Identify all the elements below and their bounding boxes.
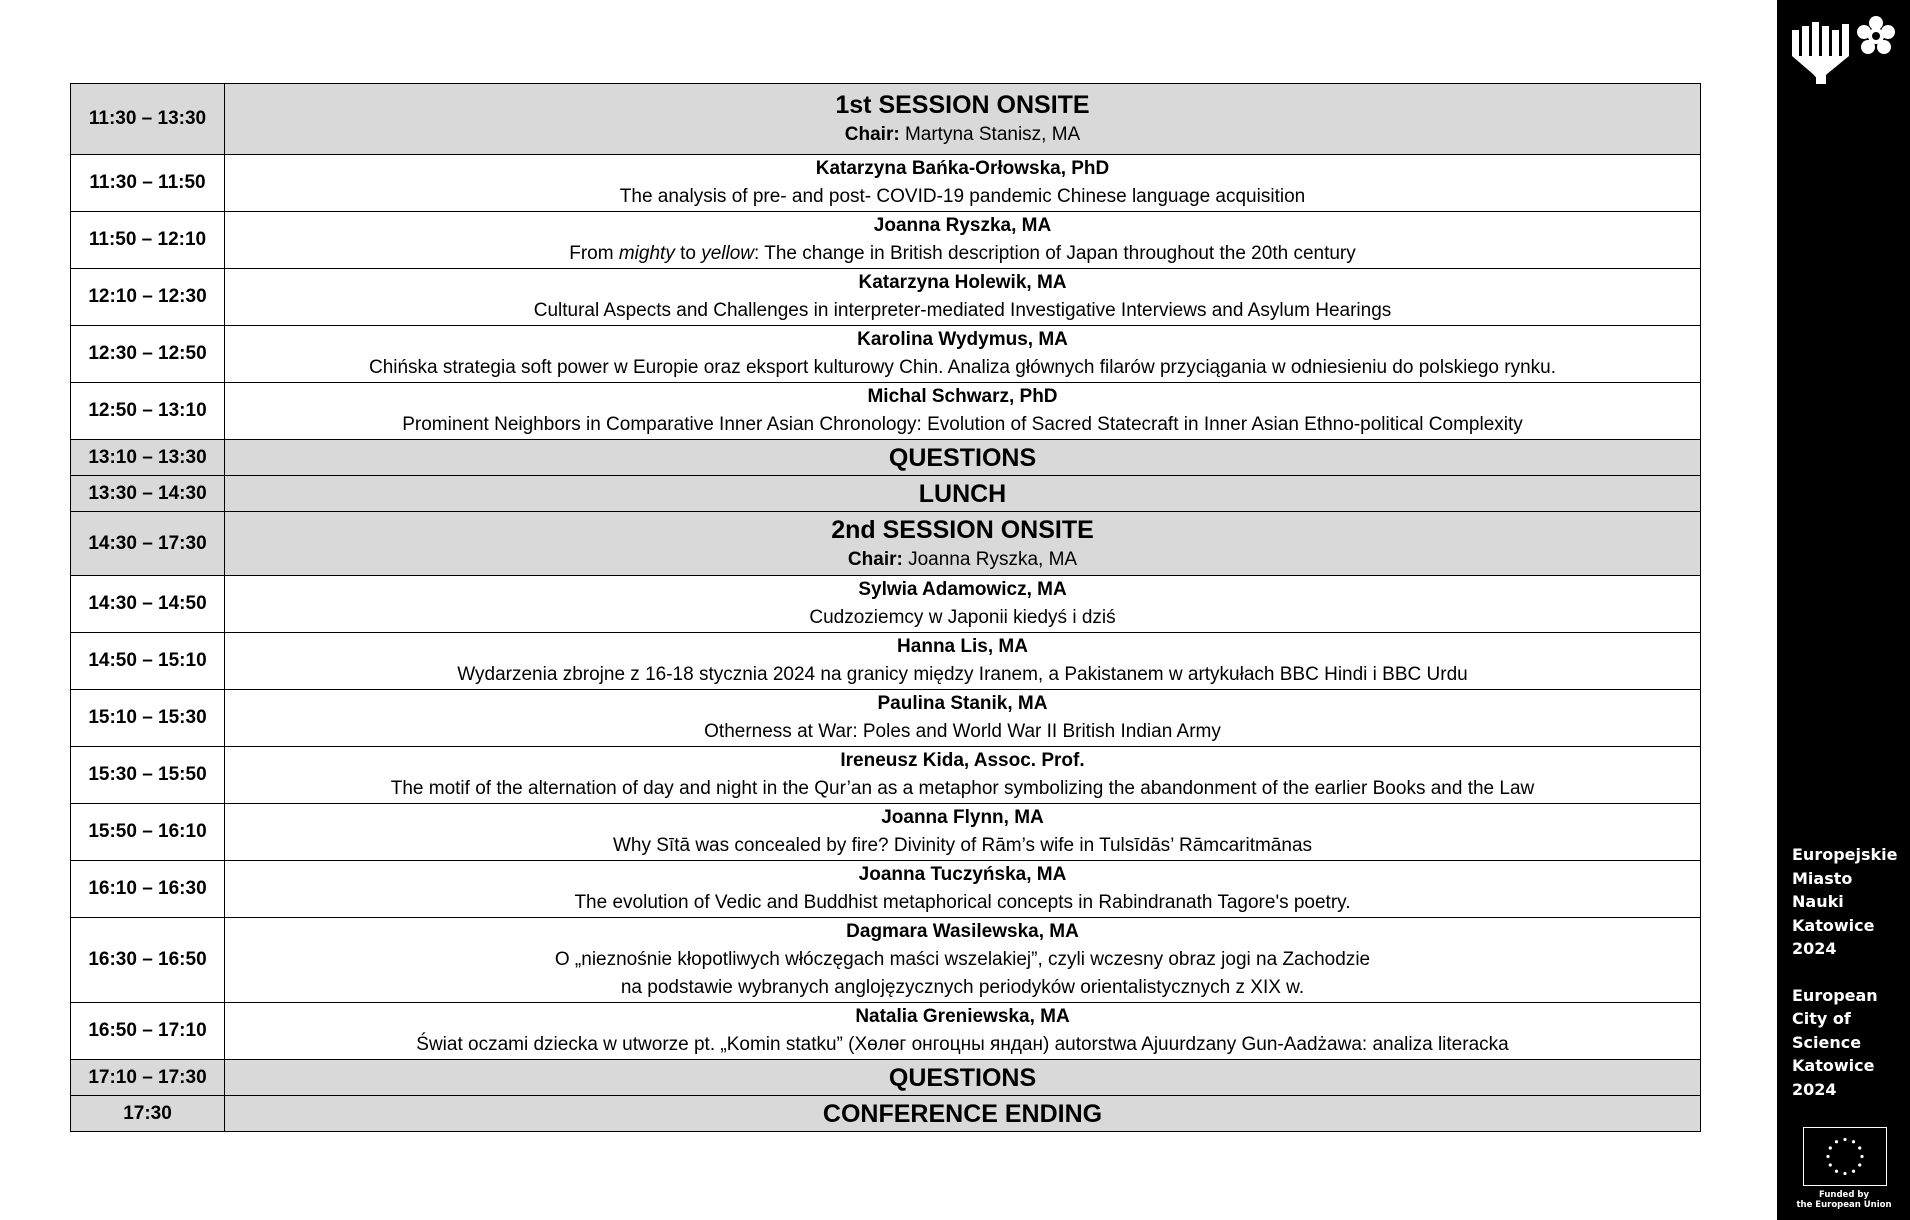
session-header — [225, 512, 1701, 576]
katowice-heart-logo-icon — [1789, 10, 1904, 90]
talk-title: Wydarzenia zbrojne z 16-18 stycznia 2024 na granicy między Iranem, a Pakistanem w artykułach BBC Hindi i BBC Urdu — [457, 664, 1468, 685]
talk-title-mid: to — [674, 243, 702, 264]
talk-cell — [225, 861, 1701, 918]
session-chair — [225, 121, 1700, 149]
session-header — [225, 84, 1701, 155]
eu-star-icon — [1852, 1170, 1855, 1173]
chair-name: Martyna Stanisz, MA — [904, 124, 1081, 145]
table-row — [71, 383, 1701, 440]
table-row — [71, 633, 1701, 690]
table-row — [71, 576, 1701, 633]
session-chair — [225, 546, 1700, 574]
talk-speaker: Paulina Stanik, MA — [877, 693, 1048, 714]
talk-time: 11:30 – 11:50 — [71, 155, 225, 212]
talk-time: 12:30 – 12:50 — [71, 326, 225, 383]
talk-speaker: Michal Schwarz, PhD — [867, 386, 1058, 407]
break-cell — [225, 1096, 1701, 1132]
talk-title: The motif of the alternation of day and night in the Qur’an as a metaphor symbolizing the abandonment of the earlier Books and the Law — [390, 778, 1535, 799]
city-name-pl: Europejskie Miasto Nauki Katowice 2024 — [1792, 845, 1898, 958]
talk-cell — [225, 747, 1701, 804]
session-time: 14:30 – 17:30 — [71, 512, 225, 576]
talk-speaker: Karolina Wydymus, MA — [857, 329, 1068, 350]
schedule-table — [70, 83, 1701, 1132]
talk-title: Prominent Neighbors in Comparative Inner Asian Chronology: Evolution of Sacred Statecraft in Inner Asian Ethno-political Complexity — [402, 414, 1523, 435]
talk-speaker: Dagmara Wasilewska, MA — [846, 921, 1079, 942]
eu-star-icon — [1858, 1163, 1861, 1166]
talk-title: Cudzoziemcy w Japonii kiedyś i dziś — [809, 607, 1116, 628]
table-row — [71, 326, 1701, 383]
session-time: 11:30 – 13:30 — [71, 84, 225, 155]
talk-time: 16:30 – 16:50 — [71, 918, 225, 1003]
city-of-science-text — [1792, 843, 1898, 1101]
table-row — [71, 747, 1701, 804]
talk-time: 11:50 – 12:10 — [71, 212, 225, 269]
table-row — [71, 155, 1701, 212]
talk-title-line1: O „nieznośnie kłopotliwych włóczęgach maści wszelakiej”, czyli wczesny obraz jogi na Zachodzie — [554, 949, 1371, 970]
talk-time: 16:50 – 17:10 — [71, 1003, 225, 1060]
talk-title: The analysis of pre- and post- COVID-19 pandemic Chinese language acquisition — [619, 186, 1306, 207]
session-header-row — [71, 512, 1701, 576]
talk-title: Chińska strategia soft power w Europie oraz eksport kulturowy Chin. Analiza głównych filarów przyciągania w odniesieniu do polskiego rynku. — [368, 357, 1557, 378]
eu-star-icon — [1835, 1140, 1838, 1143]
break-label: CONFERENCE ENDING — [822, 1099, 1103, 1128]
questions-row — [71, 440, 1701, 476]
table-row — [71, 861, 1701, 918]
talk-time: 15:30 – 15:50 — [71, 747, 225, 804]
talk-title: The evolution of Vedic and Buddhist metaphorical concepts in Rabindranath Tagore's poetry. — [574, 892, 1351, 913]
lunch-row — [71, 476, 1701, 512]
eu-star-icon — [1852, 1140, 1855, 1143]
break-time: 13:30 – 14:30 — [71, 476, 225, 512]
talk-time: 14:50 – 15:10 — [71, 633, 225, 690]
break-time: 17:10 – 17:30 — [71, 1060, 225, 1096]
talk-cell — [225, 155, 1701, 212]
talk-title-pre: From — [569, 243, 619, 264]
eu-star-icon — [1860, 1155, 1863, 1158]
talk-speaker: Hanna Lis, MA — [897, 636, 1028, 657]
eu-star-icon — [1843, 1172, 1846, 1175]
talk-title: Świat oczami dziecka w utworze pt. „Komin statku” (Хөлөг онгоцны яндан) autorstwa Ajuurdzany Gun-Aadżawa: analiza literacka — [416, 1034, 1509, 1055]
eu-star-icon — [1835, 1170, 1838, 1173]
talk-title-em2: yellow — [701, 243, 755, 264]
talk-cell — [225, 269, 1701, 326]
break-label: QUESTIONS — [888, 1063, 1037, 1092]
break-label: LUNCH — [918, 479, 1007, 508]
city-name-en: European City of Science Katowice 2024 — [1792, 985, 1878, 1099]
table-row — [71, 212, 1701, 269]
logo-graphic — [1789, 10, 1904, 90]
talk-speaker: Ireneusz Kida, Assoc. Prof. — [840, 750, 1085, 771]
session-title: 1st SESSION ONSITE — [835, 91, 1090, 119]
talk-speaker: Katarzyna Bańka-Orłowska, PhD — [815, 158, 1110, 179]
break-label: QUESTIONS — [888, 443, 1037, 472]
table-row — [71, 804, 1701, 861]
chair-label: Chair: — [847, 548, 903, 570]
talk-title: Cultural Aspects and Challenges in interpreter-mediated Investigative Interviews and Asylum Hearings — [533, 300, 1392, 321]
session-title: 2nd SESSION ONSITE — [831, 515, 1094, 544]
table-row — [71, 269, 1701, 326]
sidebar — [1777, 0, 1910, 1220]
eu-star-icon — [1829, 1163, 1832, 1166]
eu-star-icon — [1826, 1155, 1829, 1158]
talk-time: 15:10 – 15:30 — [71, 690, 225, 747]
eu-star-icon — [1829, 1146, 1832, 1149]
eu-flag-graphic — [1804, 1128, 1886, 1185]
talk-speaker: Joanna Ryszka, MA — [873, 215, 1052, 236]
talk-cell — [225, 383, 1701, 440]
talk-cell — [225, 804, 1701, 861]
talk-speaker: Joanna Tuczyńska, MA — [858, 864, 1067, 885]
talk-speaker: Katarzyna Holewik, MA — [858, 272, 1067, 293]
session-header-row — [71, 84, 1701, 155]
chair-label: Chair: — [844, 124, 900, 145]
ending-row — [71, 1096, 1701, 1132]
talk-speaker: Natalia Greniewska, MA — [855, 1006, 1070, 1027]
talk-title-em1: mighty — [618, 243, 675, 264]
talk-title-line2: na podstawie wybranych anglojęzycznych periodyków orientalistycznych z XIX w. — [620, 977, 1305, 998]
chair-name: Joanna Ryszka, MA — [908, 548, 1078, 570]
talk-cell — [225, 690, 1701, 747]
questions-row — [71, 1060, 1701, 1096]
table-row — [71, 918, 1701, 1003]
break-cell — [225, 440, 1701, 476]
talk-cell — [225, 1003, 1701, 1060]
eu-star-icon — [1843, 1138, 1846, 1141]
eu-flag-icon — [1803, 1127, 1887, 1186]
table-row — [71, 690, 1701, 747]
break-time: 13:10 – 13:30 — [71, 440, 225, 476]
talk-cell — [225, 633, 1701, 690]
talk-title — [225, 240, 1700, 268]
talk-time: 12:10 – 12:30 — [71, 269, 225, 326]
talk-time: 15:50 – 16:10 — [71, 804, 225, 861]
eu-funding-caption: Funded by the European Union — [1796, 1190, 1892, 1210]
talk-speaker: Joanna Flynn, MA — [881, 807, 1044, 828]
break-time: 17:30 — [71, 1096, 225, 1132]
talk-cell — [225, 576, 1701, 633]
talk-cell — [225, 918, 1701, 1003]
talk-cell — [225, 212, 1701, 269]
talk-title: Why Sītā was concealed by fire? Divinity of Rām’s wife in Tulsīdās’ Rāmcaritmānas — [612, 835, 1313, 856]
talk-time: 12:50 – 13:10 — [71, 383, 225, 440]
break-cell — [225, 1060, 1701, 1096]
talk-cell — [225, 326, 1701, 383]
talk-time: 16:10 – 16:30 — [71, 861, 225, 918]
table-row — [71, 1003, 1701, 1060]
talk-title: Otherness at War: Poles and World War II British Indian Army — [704, 721, 1221, 742]
break-cell — [225, 476, 1701, 512]
eu-star-icon — [1858, 1146, 1861, 1149]
talk-title-post: : The change in British description of Japan throughout the 20th century — [754, 243, 1356, 264]
talk-speaker: Sylwia Adamowicz, MA — [858, 579, 1067, 600]
talk-time: 14:30 – 14:50 — [71, 576, 225, 633]
